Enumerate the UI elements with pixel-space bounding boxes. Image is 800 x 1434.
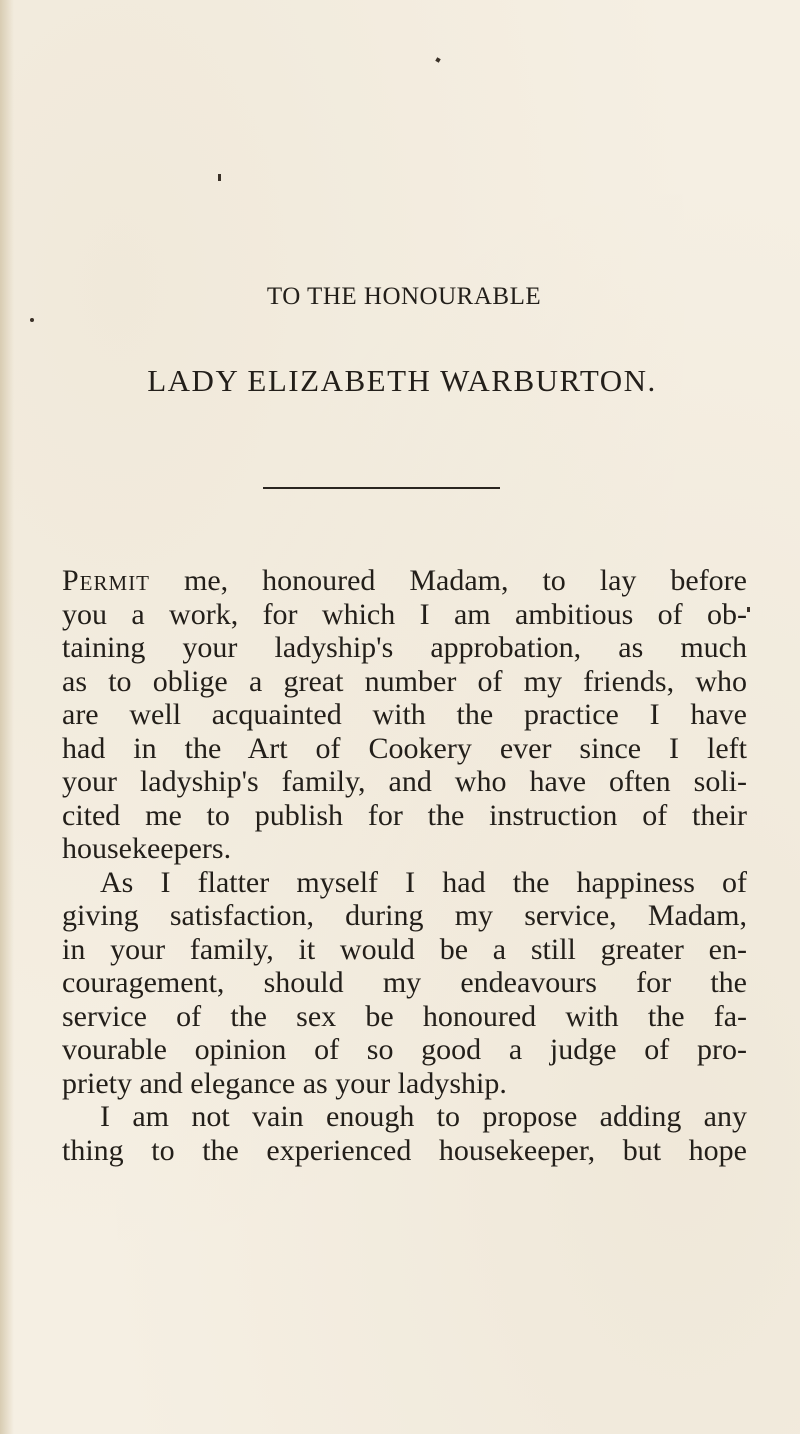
ink-speck (218, 174, 221, 181)
text-line: as to oblige a great number of my friends, who (62, 664, 747, 698)
text-line: priety and elegance as your ladyship. (62, 1066, 507, 1100)
text-line: are well acquainted with the practice I have (62, 698, 747, 731)
line-text: me, honoured Madam, to lay before (150, 564, 747, 597)
text-line: you a work, for which I am ambitious of ob- (62, 597, 747, 631)
text-line: service of the sex be honoured with the fa- (62, 999, 747, 1033)
ink-speck (747, 607, 750, 612)
text-line: your ladyship's family, and who have often soli- (62, 765, 747, 798)
text-line: vourable opinion of so good a judge of pro- (62, 1033, 747, 1066)
text-line (62, 564, 747, 598)
page-edge-shadow (0, 0, 14, 1434)
text-line: thing to the experienced housekeeper, but hope (62, 1133, 747, 1167)
ink-speck (30, 318, 34, 322)
text-line: As I flatter myself I had the happiness of (100, 865, 747, 899)
dedication-body (62, 564, 747, 1167)
text-line: couragement, should my endeavours for the (62, 966, 747, 999)
text-line: housekeepers. (62, 832, 232, 865)
text-line: in your family, it would be a still greater en- (62, 932, 747, 966)
text-line: had in the Art of Cookery ever since I left (62, 731, 747, 765)
text-line: giving satisfaction, during my service, Madam, (62, 899, 747, 932)
dedication-to-line: TO THE HONOURABLE (266, 283, 542, 310)
text-line: taining your ladyship's approbation, as much (62, 631, 747, 664)
text-line: cited me to publish for the instruction of their (62, 798, 747, 832)
ink-speck (435, 57, 440, 62)
text-line: I am not vain enough to propose adding any (100, 1100, 747, 1133)
opening-word: Permit (62, 564, 151, 597)
dedication-recipient: LADY ELIZABETH WARBURTON. (147, 363, 657, 398)
divider-rule (263, 487, 500, 489)
